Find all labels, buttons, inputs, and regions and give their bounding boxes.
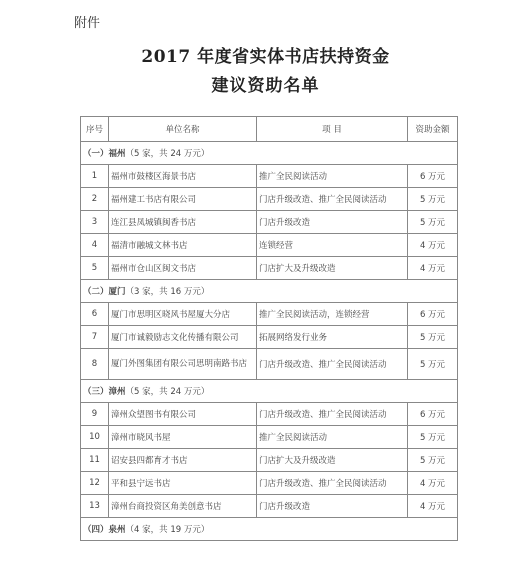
attachment-label: 附件	[74, 16, 101, 31]
section-row	[81, 518, 458, 541]
table-header-row	[81, 117, 458, 142]
row-number: 7	[81, 326, 109, 349]
row-unit-name: 连江县凤城镇闽香书店	[109, 211, 257, 234]
row-project: 连锁经营	[257, 234, 408, 257]
row-number: 6	[81, 303, 109, 326]
section-summary: （5 家，共 24 万元）	[125, 387, 210, 397]
header-no: 序号	[81, 117, 109, 142]
row-amount: 5 万元	[408, 188, 458, 211]
row-project: 门店升级改造、推广全民阅读活动	[257, 472, 408, 495]
table-row	[81, 165, 458, 188]
row-project: 门店升级改造、推广全民阅读活动	[257, 188, 408, 211]
row-number: 8	[81, 349, 109, 380]
row-number: 2	[81, 188, 109, 211]
row-unit-name: 厦门市思明区晓风书屋厦大分店	[109, 303, 257, 326]
row-project: 门店扩大及升级改造	[257, 449, 408, 472]
row-number: 9	[81, 403, 109, 426]
section-label: （二）厦门	[83, 287, 126, 297]
document-title: 2017 年度省实体书店扶持资金	[141, 47, 390, 67]
section-heading	[81, 280, 458, 303]
row-project: 门店升级改造	[257, 495, 408, 518]
row-unit-name: 诏安县四都育才书店	[109, 449, 257, 472]
row-project: 门店升级改造、推广全民阅读活动	[257, 403, 408, 426]
row-amount: 4 万元	[408, 257, 458, 280]
row-number: 3	[81, 211, 109, 234]
section-row	[81, 142, 458, 165]
row-unit-name: 平和县宁远书店	[109, 472, 257, 495]
funding-table	[80, 116, 458, 541]
section-label: （三）漳州	[83, 387, 126, 397]
row-amount: 5 万元	[408, 449, 458, 472]
row-amount: 6 万元	[408, 303, 458, 326]
row-number: 13	[81, 495, 109, 518]
row-project: 拓展网络发行业务	[257, 326, 408, 349]
row-number: 1	[81, 165, 109, 188]
row-number: 11	[81, 449, 109, 472]
row-unit-name: 厦门市诚毅励志文化传播有限公司	[109, 326, 257, 349]
section-row	[81, 280, 458, 303]
table-row	[81, 303, 458, 326]
row-amount: 6 万元	[408, 403, 458, 426]
row-unit-name: 福清市融城文林书店	[109, 234, 257, 257]
row-amount: 5 万元	[408, 211, 458, 234]
row-unit-name: 福州建工书店有限公司	[109, 188, 257, 211]
section-summary: （4 家，共 19 万元）	[125, 525, 210, 535]
row-number: 4	[81, 234, 109, 257]
table-row	[81, 257, 458, 280]
row-amount: 5 万元	[408, 426, 458, 449]
table-row	[81, 349, 458, 380]
section-summary: （5 家，共 24 万元）	[125, 149, 210, 159]
table-row	[81, 449, 458, 472]
section-row	[81, 380, 458, 403]
document-subtitle: 建议资助名单	[211, 76, 320, 96]
row-project: 门店升级改造	[257, 211, 408, 234]
table-row	[81, 211, 458, 234]
row-number: 5	[81, 257, 109, 280]
table-row	[81, 426, 458, 449]
row-amount: 6 万元	[408, 165, 458, 188]
row-amount: 4 万元	[408, 472, 458, 495]
header-unit: 单位名称	[109, 117, 257, 142]
table-row	[81, 403, 458, 426]
row-project: 门店升级改造、推广全民阅读活动	[257, 349, 408, 380]
row-amount: 5 万元	[408, 326, 458, 349]
row-unit-name: 漳州市晓风书屋	[109, 426, 257, 449]
row-project: 推广全民阅读活动	[257, 165, 408, 188]
table-row	[81, 188, 458, 211]
row-unit-name: 漳州众望图书有限公司	[109, 403, 257, 426]
section-heading	[81, 380, 458, 403]
row-number: 12	[81, 472, 109, 495]
row-project: 门店扩大及升级改造	[257, 257, 408, 280]
row-amount: 4 万元	[408, 495, 458, 518]
section-label: （四）泉州	[83, 525, 126, 535]
row-unit-name: 福州市鼓楼区海景书店	[109, 165, 257, 188]
row-unit-name: 厦门外图集团有限公司思明南路书店	[109, 349, 257, 380]
row-unit-name: 漳州台商投资区角美创意书店	[109, 495, 257, 518]
row-number: 10	[81, 426, 109, 449]
header-project: 项 目	[257, 117, 408, 142]
table-row	[81, 495, 458, 518]
section-label: （一）福州	[83, 149, 126, 159]
table-row	[81, 326, 458, 349]
row-amount: 4 万元	[408, 234, 458, 257]
row-unit-name: 福州市仓山区闽文书店	[109, 257, 257, 280]
section-heading	[81, 518, 458, 541]
row-amount: 5 万元	[408, 349, 458, 380]
row-project: 推广全民阅读活动，连锁经营	[257, 303, 408, 326]
section-heading	[81, 142, 458, 165]
header-amount: 资助金额	[408, 117, 458, 142]
section-summary: （3 家，共 16 万元）	[125, 287, 210, 297]
row-project: 推广全民阅读活动	[257, 426, 408, 449]
table-body	[81, 142, 458, 541]
table-row	[81, 234, 458, 257]
table-row	[81, 472, 458, 495]
